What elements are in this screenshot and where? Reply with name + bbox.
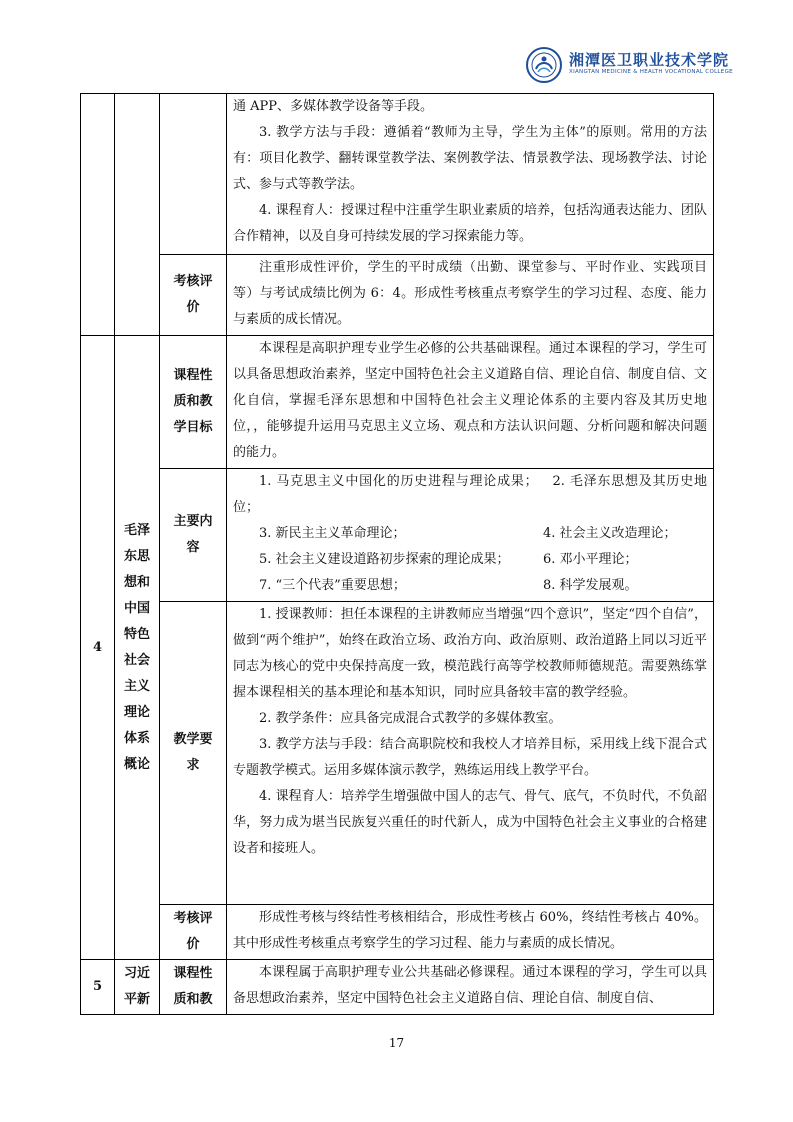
course-name: 习近平新 (115, 960, 160, 1015)
course-name: 毛泽东思想和中国特色社会主义理论体系概论 (115, 336, 160, 960)
table-row (81, 94, 714, 255)
curriculum-table (80, 93, 714, 1015)
paragraph (233, 469, 707, 521)
paragraph: 2. 教学条件：应具备完成混合式教学的多媒体教室。 (259, 711, 562, 726)
table-row (81, 960, 714, 1015)
table-row (81, 255, 714, 336)
college-name-en: XIANGTAN MEDICINE & HEALTH VOCATIONAL COLLEGE (569, 69, 733, 75)
content-item: 3. 新民主主义革命理论； (259, 526, 406, 541)
content-cell (227, 602, 714, 905)
content-item: 5. 社会主义建设道路初步探索的理论成果； (259, 552, 510, 567)
college-logo (525, 46, 735, 90)
content-item-pair (233, 521, 707, 547)
content-label: 主要内容 (160, 469, 227, 602)
paragraph: 3. 教学方法与手段：结合高职院校和我校人才培养目标，采用线上线下混合式专题教学模式。运用多媒体演示教学，熟练运用线上教学平台。 (233, 737, 707, 778)
content-cell (227, 336, 714, 469)
assessment-label: 考核评价 (160, 255, 227, 336)
content-item: 7. “三个代表”重要思想； (259, 578, 406, 593)
text-line: 通 APP、多媒体教学设备等手段。 (233, 99, 434, 114)
page-number: 17 (388, 1036, 405, 1050)
content-cell (227, 905, 714, 960)
teaching-requirements-label: 教学要求 (160, 602, 227, 905)
paragraph: 本课程是高职护理专业学生必修的公共基础课程。通过本课程的学习，学生可以具备思想政治素养，坚定中国特色社会主义道路自信、理论自信、制度自信、文化自信，掌握毛泽东思想和中国特色社会主义理论体系的主要内容及其历史地位，，能够提升运用马克思主义立场、观点和方法认识问题、分析问题和解决问题的能力。 (233, 341, 707, 460)
content-item: 1. 马克思主义中国化的历史进程与理论成果； (259, 474, 538, 489)
row-number-cell (81, 94, 115, 336)
paragraph: 3. 教学方法与手段：遵循着“教师为主导，学生为主体”的原则。常用的方法有：项目化教学、翻转课堂教学法、案例教学法、情景教学法、现场教学法、讨论式、参与式等教学法。 (233, 125, 707, 192)
college-seal-icon (525, 46, 563, 84)
content-cell (227, 469, 714, 602)
content-item-pair (233, 547, 707, 573)
course-name-cell (115, 94, 160, 336)
paragraph: 形成性考核与终结性考核相结合，形成性考核占 60%，终结性考核占 40%。其中形成性考核重点考察学生的学习过程、能力与素质的成长情况。 (233, 910, 707, 951)
nature-label: 课程性质和教 (160, 960, 227, 1015)
paragraph: 本课程属于高职护理专业公共基础必修课程。通过本课程的学习，学生可以具备思想政治素养，坚定中国特色社会主义道路自信、理论自信、制度自信、 (233, 965, 707, 1006)
content-item: 6. 邓小平理论； (543, 552, 638, 567)
content-item: 4. 社会主义改造理论； (543, 526, 677, 541)
assessment-label: 考核评价 (160, 905, 227, 960)
paragraph: 4. 课程育人：授课过程中注重学生职业素质的培养，包括沟通表达能力、团队合作精神，以及自身可持续发展的学习探索能力等。 (233, 203, 707, 244)
row-number: 5 (81, 960, 115, 1015)
label-cell (160, 94, 227, 255)
table-row (81, 905, 714, 960)
table-row (81, 602, 714, 905)
row-number: 4 (81, 336, 115, 960)
table-row (81, 469, 714, 602)
content-item-pair (233, 573, 707, 599)
paragraph: 注重形成性评价，学生的平时成绩（出勤、课堂参与、平时作业、实践项目等）与考试成绩比例为 6：4。形成性考核重点考察学生的学习过程、态度、能力与素质的成长情况。 (233, 260, 707, 327)
content-cell (227, 94, 714, 255)
content-item: 2. 毛泽东思想及其历史地位； (233, 474, 707, 515)
nature-label: 课程性质和教学目标 (160, 336, 227, 469)
college-name: 湘潭医卫职业技术学院 (569, 51, 730, 69)
content-item: 8. 科学发展观。 (543, 578, 638, 593)
paragraph: 4. 课程育人：培养学生增强做中国人的志气、骨气、底气，不负时代，不负韶华，努力成为堪当民族复兴重任的时代新人，成为中国特色社会主义事业的合格建设者和接班人。 (233, 789, 707, 856)
table-row (81, 336, 714, 469)
paragraph: 1. 授课教师：担任本课程的主讲教师应当增强“四个意识”，坚定“四个自信”，做到“两个维护”，始终在政治立场、政治方向、政治原则、政治道路上同以习近平同志为核心的党中央保持高度一致，模范践行高等学校教师师德规范。需要熟练掌握本课程相关的基本理论和基本知识，同时应具备较丰富的教学经验。 (233, 607, 707, 700)
content-cell (227, 255, 714, 336)
content-cell (227, 960, 714, 1015)
